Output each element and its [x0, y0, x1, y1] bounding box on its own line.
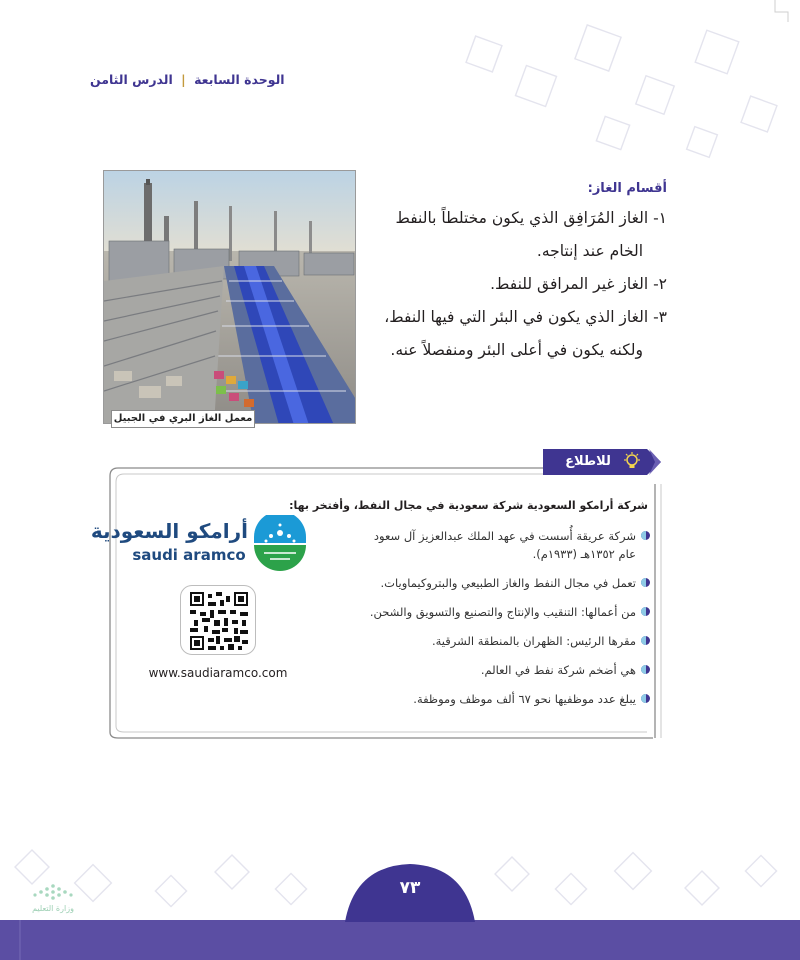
- list-item: ٢- الغاز غير المرافق للنفط.: [490, 275, 667, 293]
- ministry-name: وزارة التعليم: [32, 904, 74, 913]
- bullet-text: تعمل في مجال النفط والغاز الطبيعي والبتروكيماويات.: [380, 576, 636, 590]
- bullet-text: مقرها الرئيس: الظهران بالمنطقة الشرقية.: [431, 634, 636, 648]
- photo-caption: معمل الغاز البري في الجبيل: [111, 410, 255, 428]
- header-separator: |: [181, 72, 186, 87]
- gas-types-list: [342, 206, 667, 362]
- bullet-icon: [641, 607, 650, 616]
- footer-bar: [0, 920, 800, 960]
- list-item: [310, 632, 650, 650]
- aramco-facts-list: [310, 527, 650, 719]
- lightbulb-icon: [622, 452, 642, 472]
- list-item-continuation: الخام عند إنتاجه.: [536, 242, 643, 260]
- list-item-continuation: ولكنه يكون في أعلى البئر ومنفصلاً عنه.: [390, 341, 643, 359]
- bullet-text: شركة عريقة أُسست في عهد الملك عبدالعزيز آل سعود: [373, 529, 636, 543]
- list-item: ٣- الغاز الذي يكون في البئر التي فيها النفط،: [384, 308, 667, 326]
- bullet-icon: [641, 578, 650, 587]
- aramco-website-link[interactable]: www.saudiaramco.com: [148, 666, 288, 680]
- aramco-logo-english: saudi aramco: [132, 546, 246, 564]
- qr-code-icon: [190, 592, 248, 650]
- section-title: أقسام الغاز:: [587, 181, 667, 196]
- bullet-icon: [641, 694, 650, 703]
- bullet-text: يبلغ عدد موظفيها نحو ٦٧ ألف موظف وموظفة.: [413, 692, 636, 706]
- info-badge-label: للاطلاع: [565, 454, 611, 469]
- list-item: [310, 603, 650, 621]
- bullet-icon: [641, 636, 650, 645]
- qr-code[interactable]: [180, 585, 256, 655]
- list-item: ١- الغاز المُرَافِق الذي يكون مختلطاً بالنفط: [395, 209, 667, 227]
- page-number: ٧٣: [399, 878, 421, 898]
- page-header: [90, 72, 285, 87]
- list-item: [310, 690, 650, 708]
- list-item-continuation: [310, 545, 650, 563]
- lesson-label: الدرس الثامن: [90, 72, 173, 87]
- list-item: [310, 574, 650, 592]
- bullet-text: عام ١٣٥٢هـ (١٩٣٣م).: [532, 547, 636, 561]
- bullet-text: من أعمالها: التنقيب والإنتاج والتصنيع والتسويق والشحن.: [369, 605, 636, 619]
- gas-plant-photo: [103, 170, 356, 424]
- bullet-icon: [641, 665, 650, 674]
- bullet-text: هي أضخم شركة نفط في العالم.: [480, 663, 636, 677]
- bullet-icon: [641, 531, 650, 540]
- list-item: [310, 527, 650, 545]
- unit-label: الوحدة السابعة: [194, 72, 285, 87]
- info-heading: شركة أرامكو السعودية شركة سعودية في مجال النفط، وأفتخر بها:: [289, 499, 648, 512]
- aramco-logo-arabic: أرامكو السعودية: [90, 519, 248, 543]
- list-item: [310, 661, 650, 679]
